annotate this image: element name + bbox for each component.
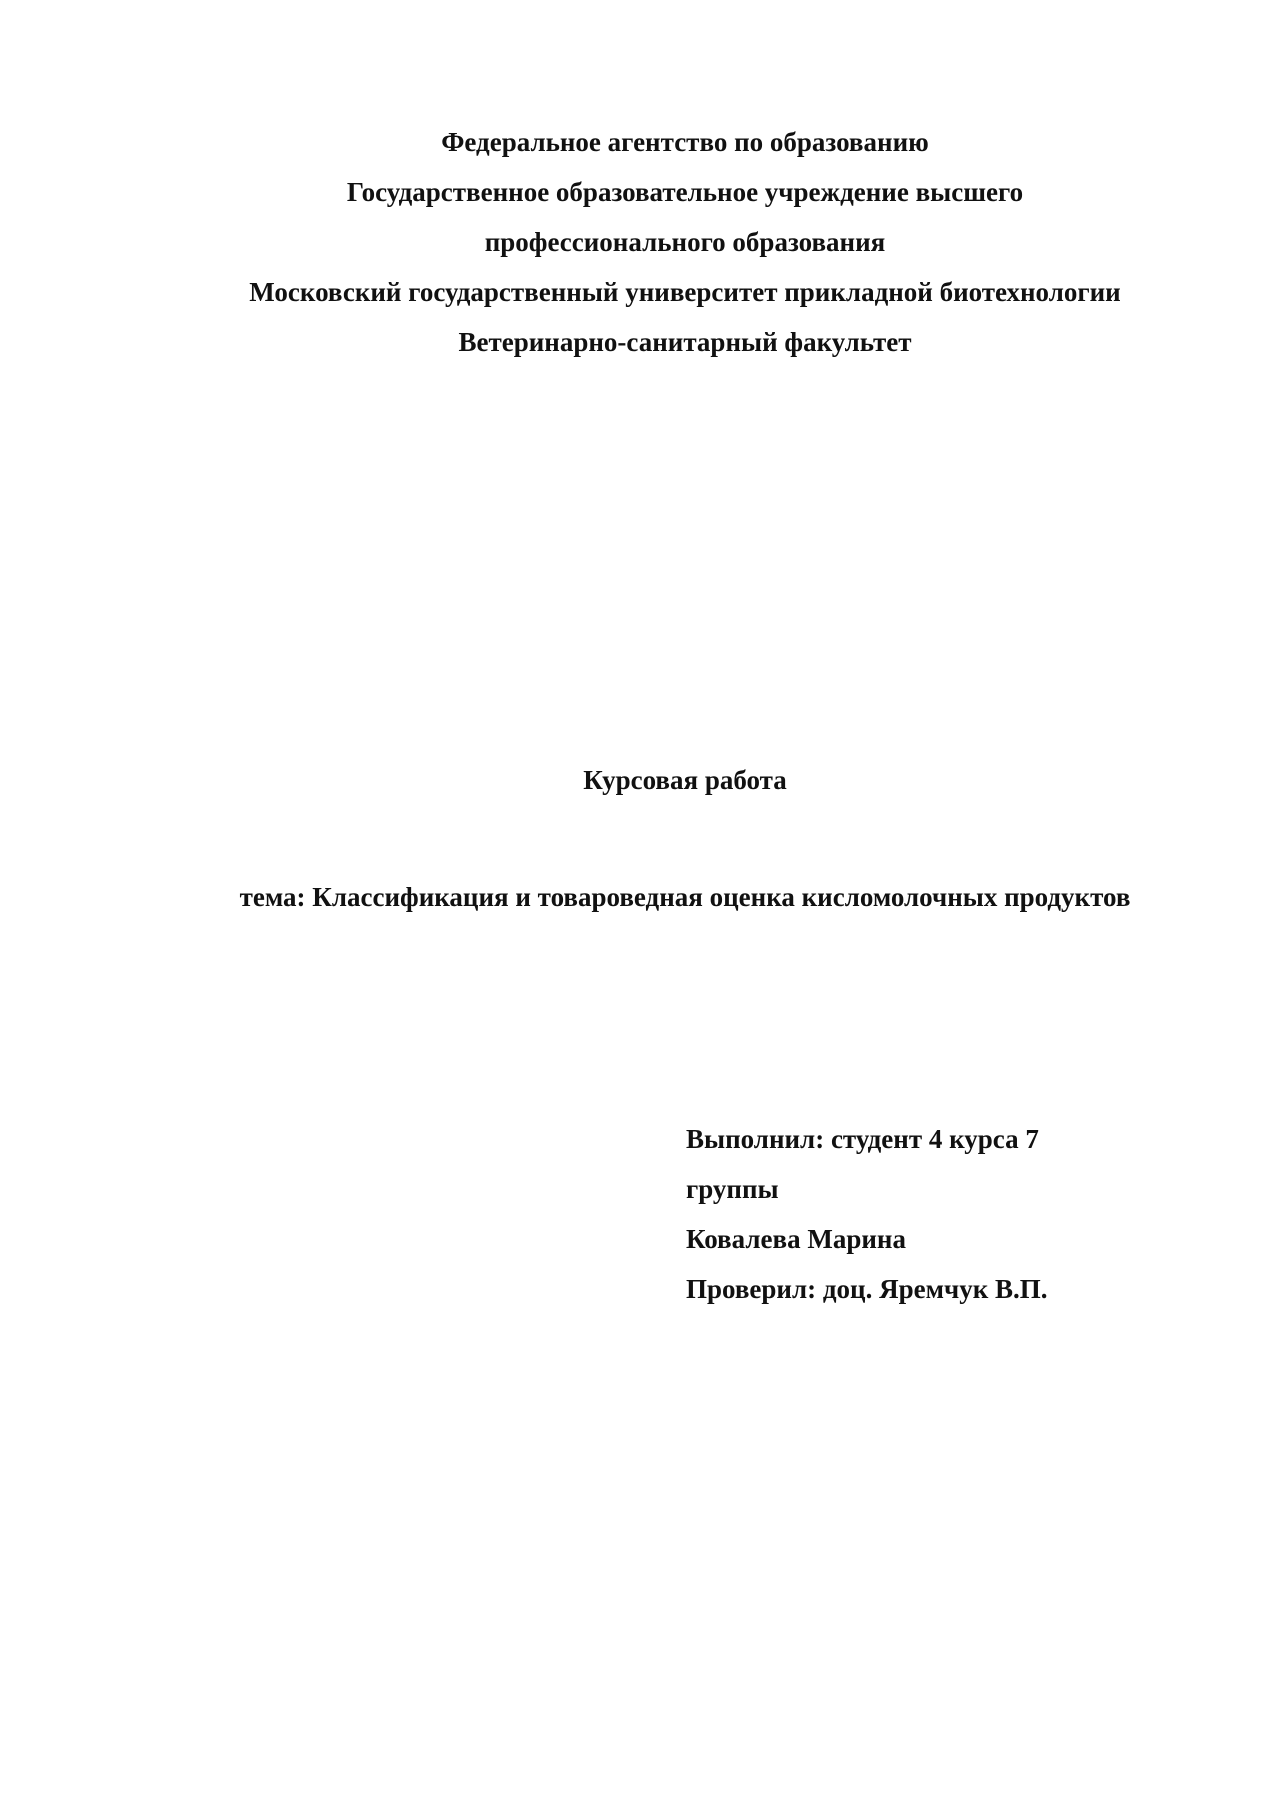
document-theme: тема: Классификация и товароведная оценка кисломолочных продуктов bbox=[239, 882, 1131, 912]
author-block bbox=[686, 1114, 1106, 1314]
performed-by-line2: группы bbox=[686, 1174, 779, 1204]
checked-by: Проверил: доц. Яремчук В.П. bbox=[686, 1274, 1048, 1304]
student-name: Ковалева Марина bbox=[686, 1224, 906, 1254]
document-title: Курсовая работа bbox=[583, 765, 787, 795]
faculty-name: Ветеринарно-санитарный факультет bbox=[458, 327, 912, 357]
university-name: Московский государственный университет прикладной биотехнологии bbox=[249, 277, 1121, 307]
performed-by-line1: Выполнил: студент 4 курса 7 bbox=[686, 1124, 1039, 1154]
institution-type-line2: профессионального образования bbox=[484, 227, 886, 257]
agency-name: Федеральное агентство по образованию bbox=[441, 127, 929, 157]
institution-header bbox=[0, 117, 1280, 367]
institution-type-line1: Государственное образовательное учреждение высшего bbox=[346, 177, 1024, 207]
